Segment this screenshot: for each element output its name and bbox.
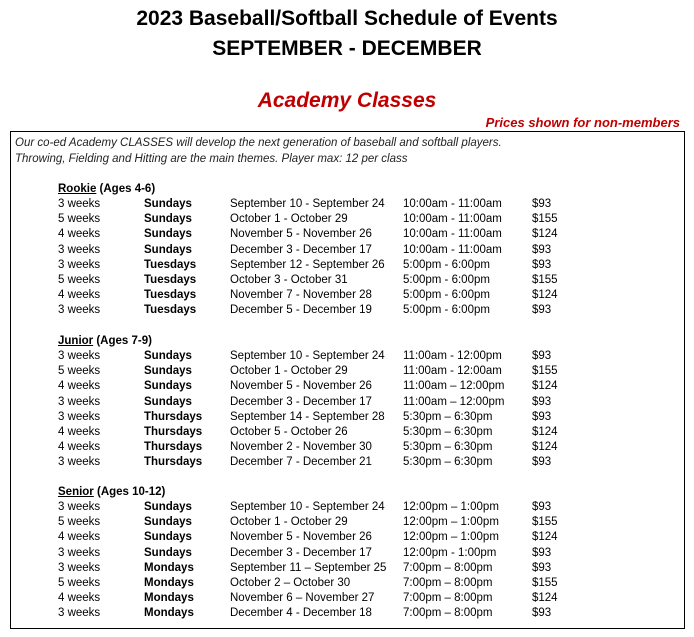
class-row — [58, 500, 552, 515]
time-cell: 10:00am - 11:00am — [403, 213, 502, 226]
dates-cell: November 2 - November 30 — [230, 441, 372, 454]
dates-cell: October 5 - October 26 — [230, 425, 348, 438]
class-row — [58, 561, 552, 576]
duration-cell: 3 weeks — [58, 395, 101, 408]
dates-cell: September 12 - September 26 — [230, 258, 385, 271]
day-cell: Mondays — [144, 561, 194, 574]
dates-cell: November 5 - November 26 — [230, 380, 372, 393]
section-heading — [58, 333, 152, 349]
class-row — [58, 455, 552, 470]
time-cell: 7:00pm – 8:00pm — [403, 576, 493, 589]
day-cell: Sundays — [144, 198, 192, 210]
price-cell: $93 — [532, 501, 552, 513]
day-cell: Sundays — [144, 228, 192, 241]
section-name: Rookie — [58, 183, 97, 195]
section-heading — [58, 181, 155, 197]
day-cell: Thursdays — [144, 410, 203, 423]
page-subtitle: SEPTEMBER - DECEMBER — [212, 37, 482, 60]
day-cell: Sundays — [144, 243, 192, 256]
duration-cell: 5 weeks — [58, 516, 101, 529]
section-ages: (Ages 10-12) — [97, 486, 166, 498]
dates-cell: September 10 - September 24 — [230, 501, 385, 513]
intro-line: Our co-ed Academy CLASSES will develop the next generation of baseball and softball players. — [15, 137, 502, 149]
day-cell: Mondays — [144, 576, 194, 589]
day-cell: Tuesdays — [144, 304, 197, 317]
time-cell: 7:00pm – 8:00pm — [403, 561, 493, 574]
duration-cell: 3 weeks — [58, 350, 101, 362]
price-cell: $93 — [532, 456, 552, 469]
time-cell: 5:00pm - 6:00pm — [403, 304, 490, 317]
time-cell: 7:00pm – 8:00pm — [403, 592, 493, 605]
time-cell: 5:30pm – 6:30pm — [403, 425, 493, 438]
class-row — [58, 273, 558, 288]
time-cell: 7:00pm – 8:00pm — [403, 607, 493, 620]
academy-heading: Academy Classes — [257, 89, 437, 112]
section-name: Senior — [58, 486, 94, 498]
class-row — [58, 410, 552, 425]
price-cell: $93 — [532, 410, 552, 423]
price-cell: $93 — [532, 258, 552, 271]
price-cell: $155 — [532, 365, 558, 378]
price-cell: $124 — [532, 441, 558, 454]
class-row — [58, 425, 558, 440]
duration-cell: 3 weeks — [58, 198, 101, 210]
class-row — [58, 227, 558, 242]
time-cell: 12:00pm – 1:00pm — [403, 531, 499, 544]
dates-cell: October 3 - October 31 — [230, 273, 348, 286]
class-row — [58, 546, 552, 561]
dates-cell: December 5 - December 19 — [230, 304, 372, 317]
price-cell: $93 — [532, 304, 552, 317]
class-row — [58, 395, 552, 410]
price-cell: $93 — [532, 243, 552, 256]
duration-cell: 3 weeks — [58, 304, 101, 317]
time-cell: 10:00am - 11:00am — [403, 228, 502, 241]
class-row — [58, 243, 552, 258]
class-row — [58, 288, 558, 303]
price-cell: $93 — [532, 198, 552, 210]
day-cell: Sundays — [144, 516, 192, 529]
duration-cell: 4 weeks — [58, 441, 101, 454]
dates-cell: September 10 - September 24 — [230, 350, 385, 362]
dates-cell: September 10 - September 24 — [230, 198, 385, 210]
price-cell: $124 — [532, 592, 558, 605]
section-rookie — [58, 181, 558, 319]
price-cell: $124 — [532, 380, 558, 393]
price-cell: $155 — [532, 516, 558, 529]
price-cell: $124 — [532, 228, 558, 241]
time-cell: 10:00am - 11:00am — [403, 243, 502, 256]
class-row — [58, 576, 558, 591]
time-cell: 5:00pm - 6:00pm — [403, 258, 490, 271]
price-cell: $93 — [532, 395, 552, 408]
section-ages: (Ages 7-9) — [96, 335, 152, 347]
day-cell: Thursdays — [144, 441, 203, 454]
time-cell: 11:00am - 12:00am — [403, 365, 502, 378]
duration-cell: 3 weeks — [58, 410, 101, 423]
time-cell: 5:30pm – 6:30pm — [403, 441, 493, 454]
time-cell: 11:00am - 12:00pm — [403, 350, 502, 362]
price-cell: $124 — [532, 531, 558, 544]
duration-cell: 4 weeks — [58, 531, 101, 544]
time-cell: 5:30pm – 6:30pm — [403, 456, 493, 469]
duration-cell: 4 weeks — [58, 425, 101, 438]
dates-cell: November 5 - November 26 — [230, 531, 372, 544]
day-cell: Mondays — [144, 607, 194, 620]
class-row — [58, 197, 552, 212]
duration-cell: 3 weeks — [58, 501, 101, 513]
day-cell: Sundays — [144, 350, 192, 362]
section-senior — [58, 484, 558, 622]
dates-cell: December 4 - December 18 — [230, 607, 372, 620]
dates-cell: December 7 - December 21 — [230, 456, 372, 469]
section-junior — [58, 333, 558, 471]
schedule-box — [10, 131, 685, 629]
prices-note: Prices shown for non-members — [485, 115, 680, 130]
price-cell: $155 — [532, 576, 558, 589]
day-cell: Tuesdays — [144, 258, 197, 271]
dates-cell: September 11 – September 25 — [230, 561, 387, 574]
dates-cell: September 14 - September 28 — [230, 410, 385, 423]
time-cell: 5:00pm - 6:00pm — [403, 273, 490, 286]
duration-cell: 4 weeks — [58, 592, 101, 605]
time-cell: 12:00pm - 1:00pm — [403, 546, 497, 559]
dates-cell: December 3 - December 17 — [230, 546, 372, 559]
duration-cell: 4 weeks — [58, 289, 101, 302]
duration-cell: 5 weeks — [58, 273, 101, 286]
duration-cell: 3 weeks — [58, 456, 101, 469]
time-cell: 11:00am – 12:00pm — [403, 380, 505, 393]
price-cell: $124 — [532, 289, 558, 302]
price-cell: $155 — [532, 273, 558, 286]
time-cell: 5:00pm - 6:00pm — [403, 289, 490, 302]
dates-cell: November 7 - November 28 — [230, 289, 372, 302]
dates-cell: October 1 - October 29 — [230, 365, 348, 378]
dates-cell: November 6 – November 27 — [230, 592, 375, 605]
day-cell: Sundays — [144, 395, 192, 408]
day-cell: Tuesdays — [144, 273, 197, 286]
duration-cell: 3 weeks — [58, 607, 101, 620]
dates-cell: October 1 - October 29 — [230, 213, 348, 226]
time-cell: 12:00pm – 1:00pm — [403, 516, 499, 529]
class-row — [58, 515, 558, 530]
time-cell: 12:00pm – 1:00pm — [403, 501, 499, 513]
dates-cell: December 3 - December 17 — [230, 243, 372, 256]
class-row — [58, 258, 552, 273]
day-cell: Sundays — [144, 546, 192, 559]
day-cell: Sundays — [144, 213, 192, 226]
dates-cell: November 5 - November 26 — [230, 228, 372, 241]
day-cell: Sundays — [144, 531, 192, 544]
time-cell: 11:00am – 12:00pm — [403, 395, 505, 408]
duration-cell: 4 weeks — [58, 228, 101, 241]
day-cell: Sundays — [144, 501, 192, 513]
section-ages: (Ages 4-6) — [99, 183, 156, 195]
day-cell: Mondays — [144, 592, 194, 605]
class-row — [58, 364, 558, 379]
class-row — [58, 530, 558, 545]
price-cell: $155 — [532, 213, 558, 226]
duration-cell: 3 weeks — [58, 546, 101, 559]
duration-cell: 3 weeks — [58, 243, 101, 256]
duration-cell: 5 weeks — [58, 213, 101, 226]
page-title: 2023 Baseball/Softball Schedule of Events — [136, 7, 558, 30]
day-cell: Thursdays — [144, 425, 203, 438]
duration-cell: 5 weeks — [58, 576, 101, 589]
class-row — [58, 303, 552, 318]
price-cell: $93 — [532, 561, 552, 574]
day-cell: Sundays — [144, 380, 192, 393]
price-cell: $93 — [532, 607, 552, 620]
price-cell: $93 — [532, 546, 552, 559]
intro-text — [15, 135, 502, 167]
duration-cell: 3 weeks — [58, 258, 101, 271]
dates-cell: October 1 - October 29 — [230, 516, 348, 529]
class-row — [58, 379, 558, 394]
class-row — [58, 349, 552, 364]
price-cell: $124 — [532, 425, 558, 438]
dates-cell: December 3 - December 17 — [230, 395, 372, 408]
duration-cell: 4 weeks — [58, 380, 101, 393]
class-row — [58, 606, 552, 621]
day-cell: Sundays — [144, 365, 192, 378]
time-cell: 10:00am - 11:00am — [403, 198, 502, 210]
class-row — [58, 591, 558, 606]
time-cell: 5:30pm – 6:30pm — [403, 410, 493, 423]
class-row — [58, 440, 558, 455]
dates-cell: October 2 – October 30 — [230, 576, 351, 589]
day-cell: Thursdays — [144, 456, 203, 469]
intro-line: Throwing, Fielding and Hitting are the main themes. Player max: 12 per class — [15, 153, 408, 165]
class-row — [58, 212, 558, 227]
section-heading — [58, 484, 165, 500]
section-name: Junior — [58, 335, 94, 347]
duration-cell: 5 weeks — [58, 365, 101, 378]
duration-cell: 3 weeks — [58, 561, 101, 574]
price-cell: $93 — [532, 350, 552, 362]
day-cell: Tuesdays — [144, 289, 197, 302]
